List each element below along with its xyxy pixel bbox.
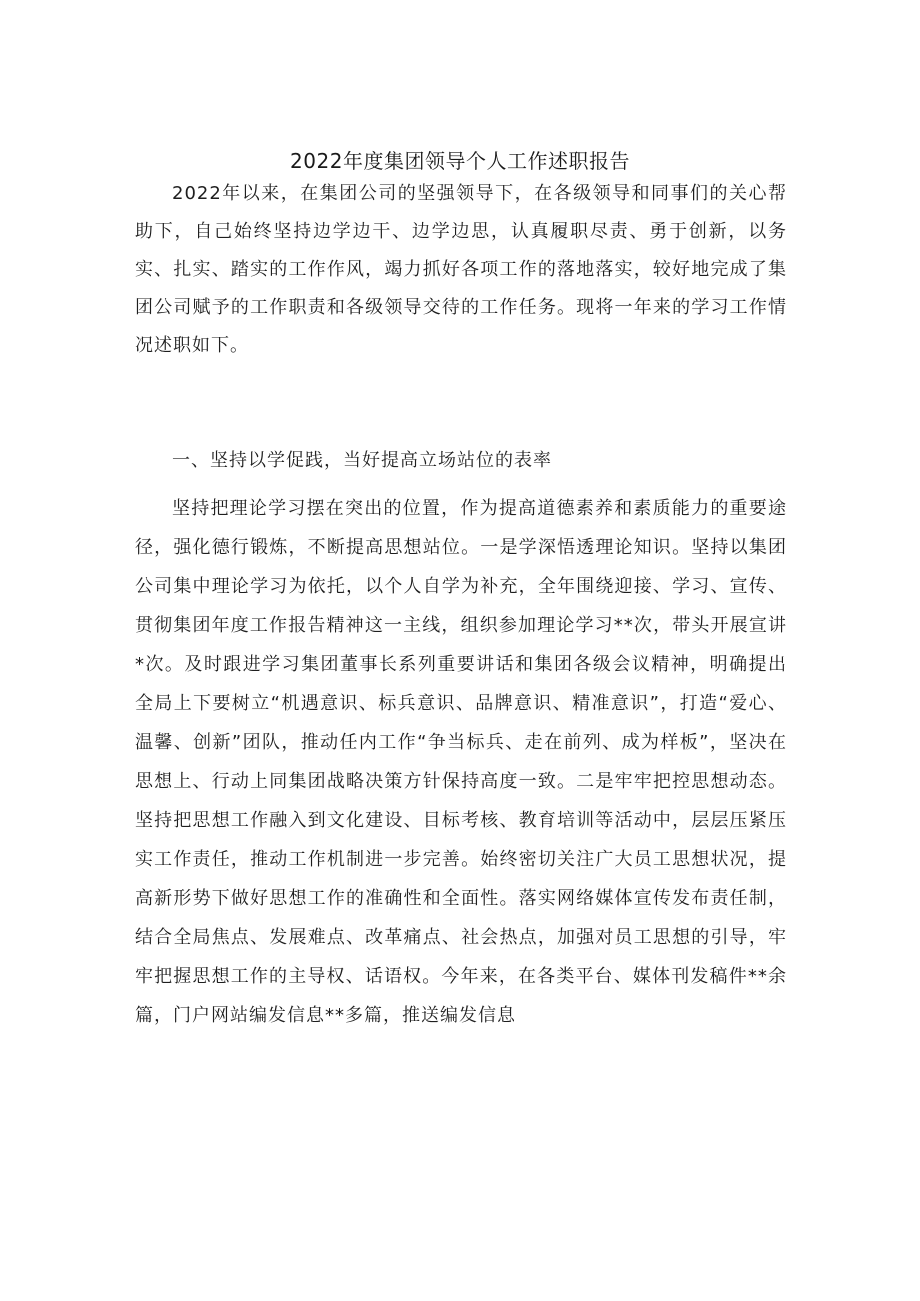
document-title: 2022年度集团领导个人工作述职报告 [290,149,630,173]
intro-paragraph: 2022年以来，在集团公司的坚强领导下，在各级领导和同事们的关心帮助下，自己始终坚持边学边干、边学边思，认真履职尽责、勇于创新，以务实、扎实、踏实的工作作风，竭力抓好各项工作的落地落实，较好地完成了集团公司赋予的工作职责和各级领导交待的工作任务。现将一年来的学习工作情况述职如下。 [135,183,787,356]
section-paragraph: 坚持把理论学习摆在突出的位置，作为提高道德素养和素质能力的重要途径，强化德行锻炼，不断提高思想站位。一是学深悟透理论知识。坚持以集团公司集中理论学习为依托，以个人自学为补充，全年围绕迎接、学习、宣传、贯彻集团年度工作报告精神这一主线，组织参加理论学习**次，带头开展宣讲*次。及时跟进学习集团董事长系列重要讲话和集团各级会议精神，明确提出全局上下要树立“机遇意识、标兵意识、品牌意识、精准意识”，打造“爱心、温馨、创新”团队，推动任内工作“争当标兵、走在前列、成为样板”，坚决在思想上、行动上同集团战略决策方针保持高度一致。二是牢牢把控思想动态。坚持把思想工作融入到文化建设、目标考核、教育培训等活动中，层层压紧压实工作责任，推动工作机制进一步完善。始终密切关注广大员工思想状况，提高新形势下做好思想工作的准确性和全面性。落实网络媒体宣传发布责任制，结合全局焦点、发展难点、改革痛点、社会热点，加强对员工思想的引导，牢牢把握思想工作的主导权、话语权。今年来，在各类平台、媒体刊发稿件**余篇，门户网站编发信息**多篇，推送编发信息 [135,498,787,1026]
section-heading: 一、坚持以学促践，当好提高立场站位的表率 [172,450,552,471]
